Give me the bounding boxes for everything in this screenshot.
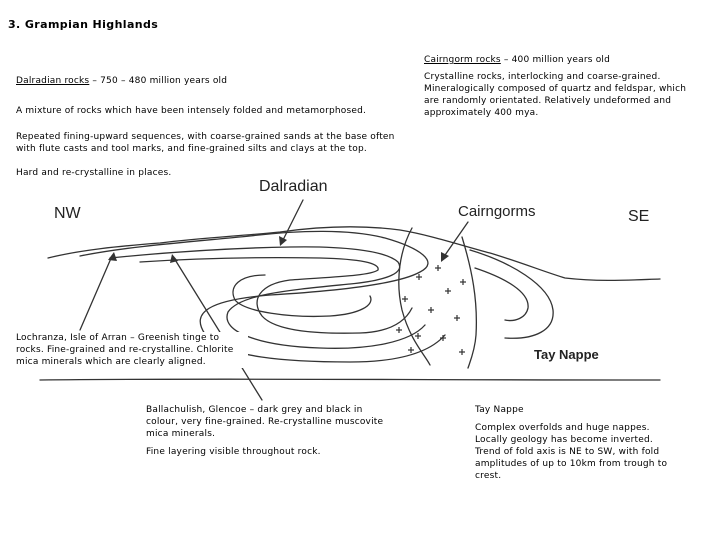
cairngorm-description: Crystalline rocks, interlocking and coarse-grained. Mineralogically composed of quartz and feldspar, which are randomly orientated. Relatively undeformed and approximately 400 mya. [424,72,687,118]
arrowhead-dalradian [279,236,287,246]
leader-cairngorms [443,222,468,258]
granite-cross [445,288,451,294]
dalradian-heading-link[interactable]: Dalradian rocks [16,76,90,86]
granite-cross [460,279,466,285]
granite-cross [402,296,408,302]
granite-cross [440,335,446,341]
dalradian-description-3: Hard and re-crystalline in places. [16,168,172,178]
dalradian-heading-age: – 750 – 480 million years old [89,76,228,86]
granite-crosses [396,265,466,355]
tay-nappe-description: Complex overfolds and huge nappes. Locally geology has become inverted. Trend of fold axis is NE to SW, with fold amplitudes of up to 10km from trough to crest. [475,423,668,481]
intrusion-right-boundary [462,237,476,368]
nappe-fold-outer [470,250,553,338]
label-tay-nappe: Tay Nappe [534,347,599,362]
ground-surface-line [48,227,660,281]
label-dalradian: Dalradian [259,178,328,195]
cairngorm-heading-link[interactable]: Cairngorm rocks [424,55,501,65]
dalradian-description-2: Repeated fining-upward sequences, with coarse-grained sands at the base often with flute casts and tool marks, and fine-grained silts and clays at the top. [16,132,395,154]
label-cairngorms: Cairngorms [458,203,536,220]
arrowhead-lochranza [108,252,117,261]
page-title: 3. Grampian Highlands [8,18,159,31]
granite-cross [396,327,402,333]
horizon-line [40,379,660,380]
nappe-fold-inner [475,268,528,321]
label-nw: NW [54,205,81,222]
label-se: SE [628,208,650,225]
ballachulish-description-1: Ballachulish, Glencoe – dark grey and black in colour, very fine-grained. Re-crystalline muscovite mica minerals. [146,405,384,439]
lochranza-description: Lochranza, Isle of Arran – Greenish tinge to rocks. Fine-grained and re-crystalline. Chlorite mica minerals which are clearly aligned. [16,332,248,368]
tay-nappe-title: Tay Nappe [475,405,524,415]
dalradian-description-1: A mixture of rocks which have been intensely folded and metamorphosed. [16,106,367,116]
granite-cross [459,349,465,355]
granite-cross [454,315,460,321]
fold-loop [233,275,371,316]
arrowhead-cairngorms [441,252,449,262]
granite-cross [428,307,434,313]
granite-cross [435,265,441,271]
cairngorm-heading-age: – 400 million years old [500,55,611,65]
leader-dalradian [282,200,303,242]
ballachulish-description-2: Fine layering visible throughout rock. [146,447,321,457]
granite-cross [408,347,414,353]
granite-cross [415,333,421,339]
leader-lochranza [80,256,112,330]
granite-cross [416,274,422,280]
